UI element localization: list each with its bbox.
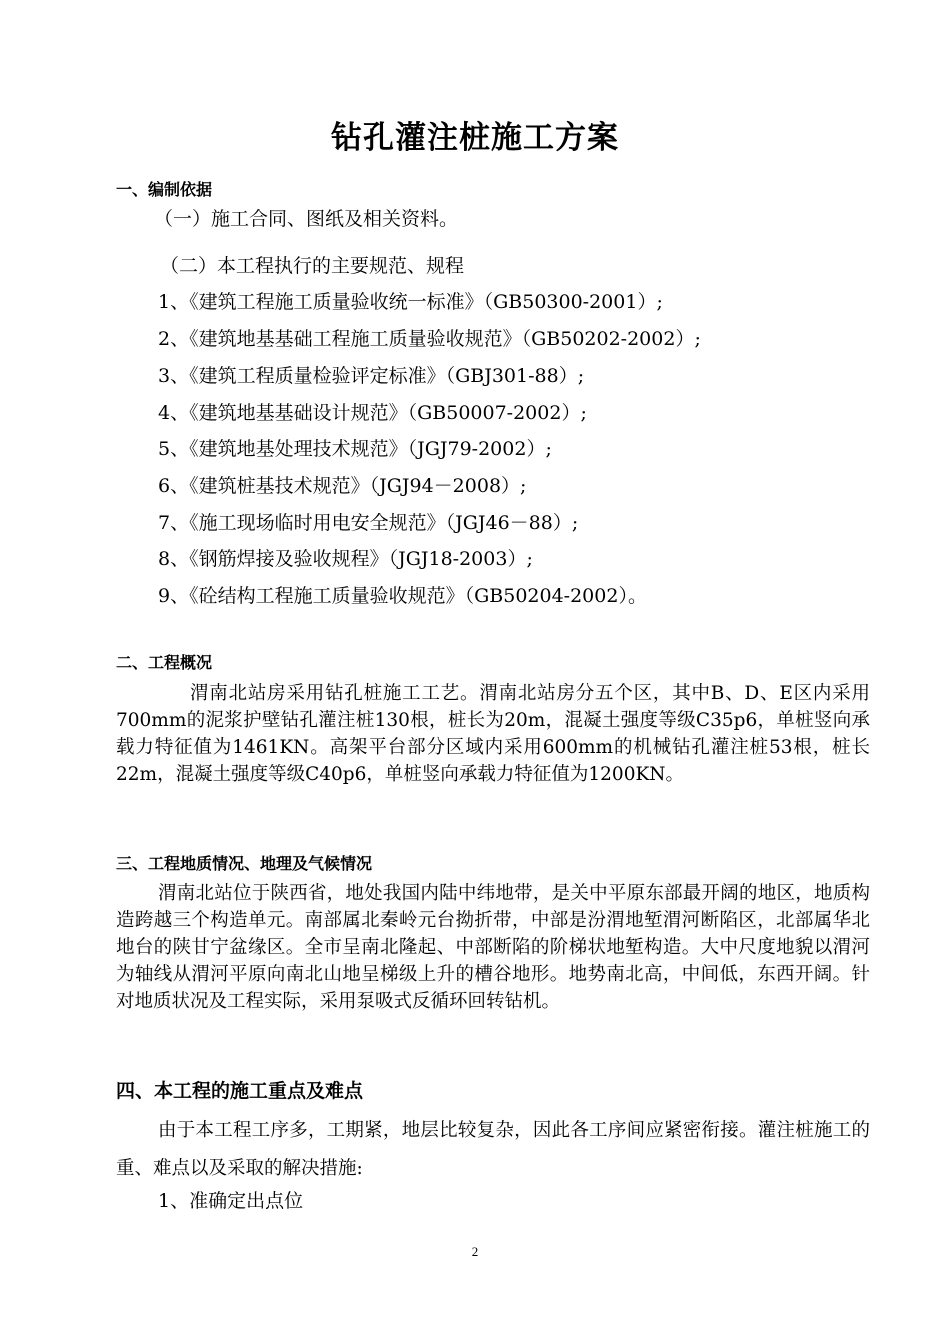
section-heading-basis: 一、编制依据 (116, 180, 213, 199)
standard-item: 3、《建筑工程质量检验评定标准》（GBJ301-88）; (158, 365, 585, 387)
section-heading-key-points: 四、本工程的施工重点及难点 (116, 1080, 364, 1102)
subsection-contract: （一）施工合同、图纸及相关资料。 (154, 208, 459, 230)
section-heading-overview: 二、工程概况 (116, 653, 213, 672)
section-heading-geology: 三、工程地质情况、地理及气候情况 (116, 854, 373, 873)
standard-item: 6、《建筑桩基技术规范》（JGJ94－2008）; (158, 475, 527, 497)
standard-item: 4、《建筑地基基础设计规范》（GB50007-2002）; (158, 402, 587, 424)
geology-paragraph: 渭南北站位于陕西省，地处我国内陆中纬地带，是关中平原东部最开阔的地区，地质构造跨越三个构造单元。南部属北秦岭元台拗折带，中部是汾渭地堑渭河断陷区，北部属华北地台的陕甘宁盆缘区。全市呈南北隆起、中部断陷的阶梯状地堑构造。大中尺度地貌以渭河为轴线从渭河平原向南北山地呈梯级上升的槽谷地形。地势南北高，中间低，东西开阔。针对地质状况及工程实际，采用泵吸式反循环回转钻机。 (116, 883, 870, 1012)
key-point-item: 1、准确定出点位 (158, 1190, 304, 1212)
standard-item: 1、《建筑工程施工质量验收统一标准》（GB50300-2001）; (158, 291, 663, 313)
key-points-paragraph: 由于本工程工序多，工期紧，地层比较复杂，因此各工序间应紧密衔接。灌注桩施工的重、难点以及采取的解决措施: (116, 1120, 870, 1179)
standard-item: 7、《施工现场临时用电安全规范》（JGJ46－88）; (158, 512, 579, 534)
standard-item: 8、《钢筋焊接及验收规程》（JGJ18-2003）; (158, 548, 533, 570)
overview-paragraph: 渭南北站房采用钻孔桩施工工艺。渭南北站房分五个区，其中B、D、E区内采用700mm的泥浆护壁钻孔灌注桩130根，桩长为20m，混凝土强度等级C35p6，单桩竖向承载力特征值为1461KN。高架平台部分区域内采用600mm的机械钻孔灌注桩53根，桩长22m，混凝土强度等级C40p6，单桩竖向承载力特征值为1200KN。 (116, 683, 870, 785)
standard-item: 9、《砼结构工程施工质量验收规范》（GB50204-2002）。 (158, 585, 647, 607)
subsection-standards: （二）本工程执行的主要规范、规程 (160, 255, 465, 277)
standard-item: 5、《建筑地基处理技术规范》（JGJ79-2002）; (158, 438, 552, 460)
document-title: 钻孔灌注桩施工方案 (331, 120, 619, 156)
standard-item: 2、《建筑地基基础工程施工质量验收规范》（GB50202-2002）; (158, 328, 701, 350)
page-number: 2 (471, 1244, 479, 1259)
